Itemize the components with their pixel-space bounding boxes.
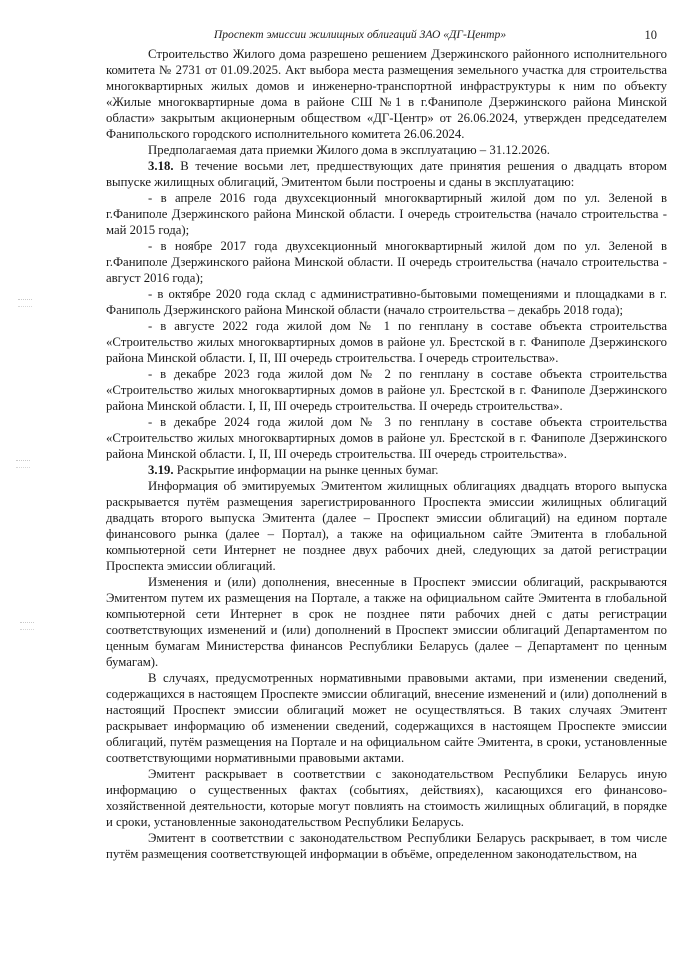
page-number: 10 [644, 28, 657, 42]
list-item: - в ноябре 2017 года двухсекционный многоквартирный жилой дом по ул. Зеленой в г.Фаниполе Дзержинского района Минской области. II очередь строительства (начало строительства - август 2016 года); [106, 239, 667, 285]
list-item: - в октябре 2020 года склад с административно-бытовыми помещениями и площадками в г. Фаниполь Дзержинского района Минской области (начало строительства – декабрь 2018 года); [106, 287, 667, 317]
list-item: - в декабре 2023 года жилой дом № 2 по генплану в составе объекта строительства «Строительство жилых многоквартирных домов в районе ул. Брестской в г. Фаниполе Дзержинского района Минской области. I, II, III очередь строительства. II очередь строительства». [106, 367, 667, 413]
section-3-18: 3.18. В течение восьми лет, предшествующих дате принятия решения о двадцать втором выпуске жилищных облигаций, Эмитентом были построены и сданы в эксплуатацию: [106, 159, 667, 189]
list-item: - в апреле 2016 года двухсекционный многоквартирный жилой дом по ул. Зеленой в г.Фаниполе Дзержинского района Минской области. I очередь строительства (начало строительства - май 2015 года); [106, 191, 667, 237]
section-3-19: 3.19. Раскрытие информации на рынке ценных бумаг. [148, 463, 439, 477]
document-body [106, 46, 667, 862]
section-number: 3.19. [148, 463, 174, 477]
list-item: - в декабре 2024 года жилой дом № 3 по генплану в составе объекта строительства «Строительство жилых многоквартирных домов в районе ул. Брестской в г. Фаниполе Дзержинского района Минской области. I, II, III очередь строительства. III очередь строительства». [106, 415, 667, 461]
list-item: - в августе 2022 года жилой дом № 1 по генплану в составе объекта строительства «Строительство жилых многоквартирных домов в районе ул. Брестской в г. Фаниполе Дзержинского района Минской области. I, II, III очередь строительства. I очередь строительства». [106, 319, 667, 365]
paragraph-amendments: Изменения и (или) дополнения, внесенные в Проспект эмиссии облигаций, раскрываются Эмитентом путем их размещения на Портале, а также на официальном сайте Эмитента в глобальной компьютерной сети Интернет в срок не позднее пяти рабочих дней с даты регистрации соответствующих изменений и (или) дополнений в Проспект эмиссии облигаций Департаментом по ценным бумагам Министерства финансов Республики Беларусь (далее – Департамент по ценным бумагам). [106, 575, 667, 669]
section-number: 3.18. [148, 159, 174, 173]
paragraph-acceptance-date: Предполагаемая дата приемки Жилого дома в эксплуатацию – 31.12.2026. [148, 143, 550, 157]
scan-margin-mark [18, 299, 32, 307]
paragraph-continued: Эмитент в соответствии с законодательством Республики Беларусь раскрывает, в том числе путём размещения соответствующей информации в объёме, определенном законодательством, на [106, 831, 667, 861]
scan-margin-mark [16, 460, 30, 468]
paragraph-construction-permit: Строительство Жилого дома разрешено решением Дзержинского районного исполнительного комитета № 2731 от 01.09.2025. Акт выбора места размещения земельного участка для строительства многоквартирных жилых домов и инженерно-транспортной инфраструктуры к ним по объекту «Жилые многоквартирные дома в районе СШ №1 в г.Фаниполе Дзержинского района Минской области» закрытым акционерным обществом «ДГ-Центр» от 26.06.2024, утвержден председателем Фанипольского городского исполнительного комитета 26.06.2024. [106, 47, 667, 141]
running-header [105, 28, 665, 44]
paragraph-material-facts: Эмитент раскрывает в соответствии с законодательством Республики Беларусь иную информацию о существенных фактах (событиях, действиях), касающихся его финансово-хозяйственной деятельности, которые могут повлиять на стоимость жилищных облигаций, в порядке и сроки, установленные законодательством Республики Беларусь. [106, 767, 667, 829]
scan-margin-mark [20, 622, 34, 630]
header-title: Проспект эмиссии жилищных облигаций ЗАО «ДГ-Центр» [213, 28, 507, 41]
paragraph-disclosure: Информация об эмитируемых Эмитентом жилищных облигациях двадцать второго выпуска раскрывается путём размещения зарегистрированного Проспекта эмиссии жилищных облигаций двадцать второго выпуска Эмитента (далее – Проспект эмиссии облигаций) на едином портале финансового рынка (далее – Портал), а также на официальном сайте Эмитента в глобальной компьютерной сети Интернет не позднее двух рабочих дней, следующих за датой регистрации Проспекта эмиссии облигаций. [106, 479, 667, 573]
paragraph-special-cases: В случаях, предусмотренных нормативными правовыми актами, при изменении сведений, содержащихся в настоящем Проспекте эмиссии облигаций, внесение изменений и (или) дополнений в настоящий Проспект эмиссии облигаций может не осуществляться. В таких случаях Эмитент раскрывает информацию об изменении сведений, содержащихся в настоящем Проспекте эмиссии облигаций, путём размещения на Портале и на официальном сайте Эмитента, в сроки, установленные соответствующими нормативными правовыми актами. [106, 671, 667, 765]
